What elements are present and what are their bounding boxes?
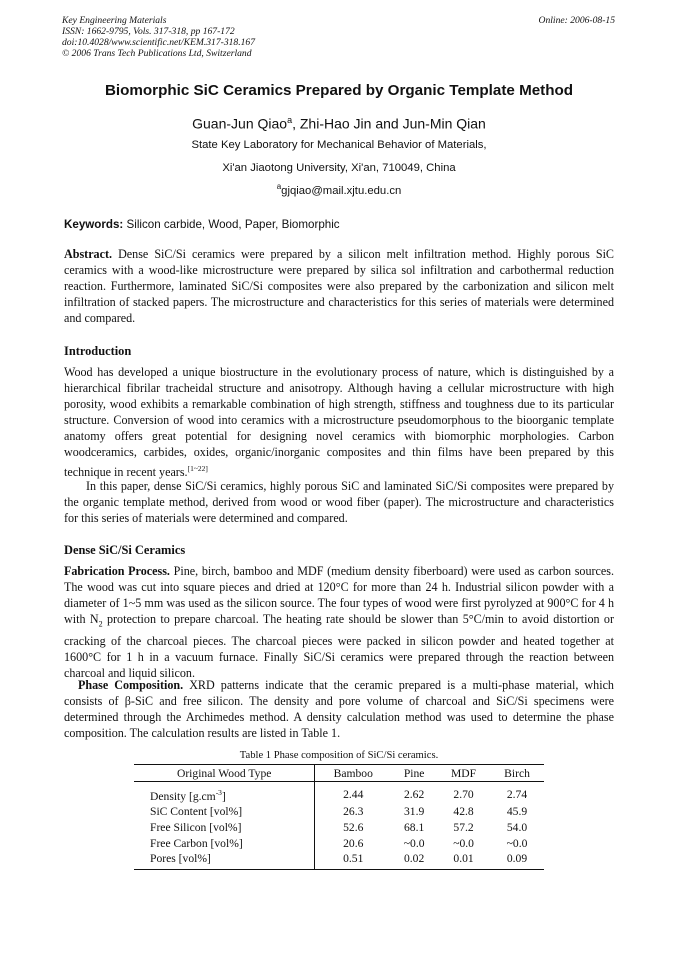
abstract-paragraph (64, 246, 614, 326)
table-cell: 0.02 (391, 851, 437, 869)
author-line (0, 115, 678, 132)
table-row-label: Free Carbon [vol%] (134, 836, 315, 852)
density-unit-sup: -3 (215, 788, 222, 797)
other-authors: , Zhi-Hao Jin and Jun-Min Qian (292, 115, 486, 132)
journal-name: Key Engineering Materials (62, 15, 167, 26)
doi-line[interactable]: doi:10.4028/www.scientific.net/KEM.317-318.167 (62, 37, 256, 48)
email-affil-mark: a (276, 182, 282, 191)
email-line (0, 182, 678, 197)
table-row (134, 836, 544, 852)
table-cell: 54.0 (506, 821, 528, 835)
fabrication-text-b: protection to prepare charcoal. The heating rate should be slower than 5°C/min to avoid distortion or cracking of the charcoal pieces. The charcoal pieces were packed in silicon powder and heated together at 1600°C for 1 h in a vacuum furnace. Finally SiC/Si ceramics were prepared through the reaction between charcoal and liquid silicon. (64, 612, 614, 680)
phase-paragraph (64, 677, 614, 741)
table-caption: Table 1 Phase composition of SiC/Si ceramics. (239, 750, 439, 761)
table-cell: 31.9 (403, 805, 425, 819)
table-cell: 2.62 (403, 787, 425, 801)
fabrication-text-a: Pine, birch, bamboo and MDF (medium density fiberboard) were used as carbon sources. The wood was cut into square pieces and dried at 120°C for more than 24 h. Industrial silicon powder with a diameter of 1~5 mm was used as the silicon source. The four types of wood were first pyrolyzed at 900°C for 4 h with N (64, 564, 614, 627)
table-cell: 2.70 (453, 787, 474, 801)
table-header-cell: MDF (437, 765, 490, 782)
phase-composition-table (134, 764, 544, 870)
intro-paragraph-2: In this paper, dense SiC/Si ceramics, highly porous SiC and laminated SiC/Si composites were prepared by the organic template method, derived from wood or wood fiber (paper). The microstructure and characteristics for this series of materials were determined and compared. (64, 479, 614, 526)
table-row (134, 782, 544, 805)
table-cell: 42.8 (453, 805, 474, 819)
fabrication-label: Fabrication Process. (64, 564, 170, 578)
keywords-label: Keywords: (64, 218, 124, 231)
fabrication-paragraph (64, 563, 614, 681)
intro-p1-text: Wood has developed a unique biostructure in the evolutionary process of nature, which is distinguished by a hierarchical fibrilar tracheidal structure and anisotropy. Although having a cellular microstructure with high porosity, wood exhibits a remarkable combination of high strength, stiffness and toughness due to its particular structure. Conversion of wood into ceramics with a microstructure pseudomorphous to the bioorganic template anatomy offers great potential for designing novel ceramics with biomorphic morphologies. Carbon woodceramics, carbides, oxides, organic/inorganic composites and thin films have been prepared by this technique in recent years. (64, 365, 614, 479)
table-cell: ~0.0 (453, 836, 474, 850)
copyright-line: © 2006 Trans Tech Publications Ltd, Switzerland (62, 48, 252, 59)
table-cell: 2.74 (506, 787, 528, 801)
author-1: Guan-Jun Qiao (192, 115, 288, 132)
table-row (134, 804, 544, 820)
table-cell: 0.51 (315, 851, 391, 869)
table-header-cell: Original Wood Type (134, 765, 315, 782)
table-header-cell: Birch (490, 765, 544, 782)
citation-ref[interactable]: [1~22] (187, 463, 208, 473)
paper-title: Biomorphic SiC Ceramics Prepared by Organic Template Method (104, 82, 574, 99)
abstract-label: Abstract. (64, 247, 113, 261)
table-header-row (134, 765, 544, 782)
table-cell: ~0.0 (403, 836, 425, 850)
table-row-label (134, 782, 315, 805)
n2-subscript: 2 (98, 619, 103, 629)
density-label: Density [g.cm (150, 789, 216, 803)
online-date: Online: 2006-08-15 (538, 15, 615, 26)
table-row-label: SiC Content [vol%] (134, 804, 315, 820)
table-cell: 45.9 (506, 805, 528, 819)
table-row-label: Pores [vol%] (134, 851, 315, 869)
table-cell: 0.09 (490, 851, 544, 869)
table-cell: 52.6 (343, 821, 364, 835)
affiliation-line-2: Xi'an Jiaotong University, Xi'an, 710049, China (222, 162, 456, 174)
affiliation-line-1: State Key Laboratory for Mechanical Behavior of Materials, (191, 139, 487, 151)
phase-label: Phase Composition. (78, 678, 184, 692)
table-cell: 0.01 (437, 851, 490, 869)
table-cell: ~0.0 (506, 836, 528, 850)
phase-text: XRD patterns indicate that the ceramic prepared is a multi-phase material, which consists of β-SiC and free silicon. The density and pore volume of charcoal and SiC/Si specimens were determined through the Archimedes method. A density calculation method was used to determine the phase composition. The calculation results are listed in Table 1. (64, 678, 614, 741)
table-cell: 20.6 (343, 836, 364, 850)
table-header-cell: Pine (391, 765, 437, 782)
intro-paragraph-1 (64, 364, 614, 480)
table-cell: 57.2 (453, 821, 474, 835)
section-heading-introduction: Introduction (64, 344, 132, 358)
author-email[interactable]: gjqiao@mail.xjtu.edu.cn (281, 184, 402, 197)
author-1-affil-mark: a (287, 115, 293, 125)
table-row (134, 851, 544, 869)
section-heading-dense: Dense SiC/Si Ceramics (64, 543, 186, 557)
journal-meta (62, 15, 255, 59)
table-row (134, 820, 544, 836)
table-cell: 2.44 (343, 787, 364, 801)
table-row-label: Free Silicon [vol%] (134, 820, 315, 836)
issn-line: ISSN: 1662-9795, Vols. 317-318, pp 167-172 (62, 26, 235, 37)
table-header-cell: Bamboo (315, 765, 391, 782)
table-cell: 68.1 (403, 821, 425, 835)
density-close: ] (221, 789, 226, 803)
keywords-text: Silicon carbide, Wood, Paper, Biomorphic (126, 218, 340, 231)
table-cell: 26.3 (343, 805, 364, 819)
abstract-text: Dense SiC/Si ceramics were prepared by a silicon melt infiltration method. Highly porous SiC ceramics with a wood-like microstructure were prepared by silica sol infiltration and carbothermal reduction reaction. Furthermore, laminated SiC/Si composites were also prepared by the carbonization and silicon melt infiltration of stacked papers. The microstructure and characteristics for this series of materials were determined and compared. (64, 247, 614, 326)
keywords (64, 218, 340, 231)
